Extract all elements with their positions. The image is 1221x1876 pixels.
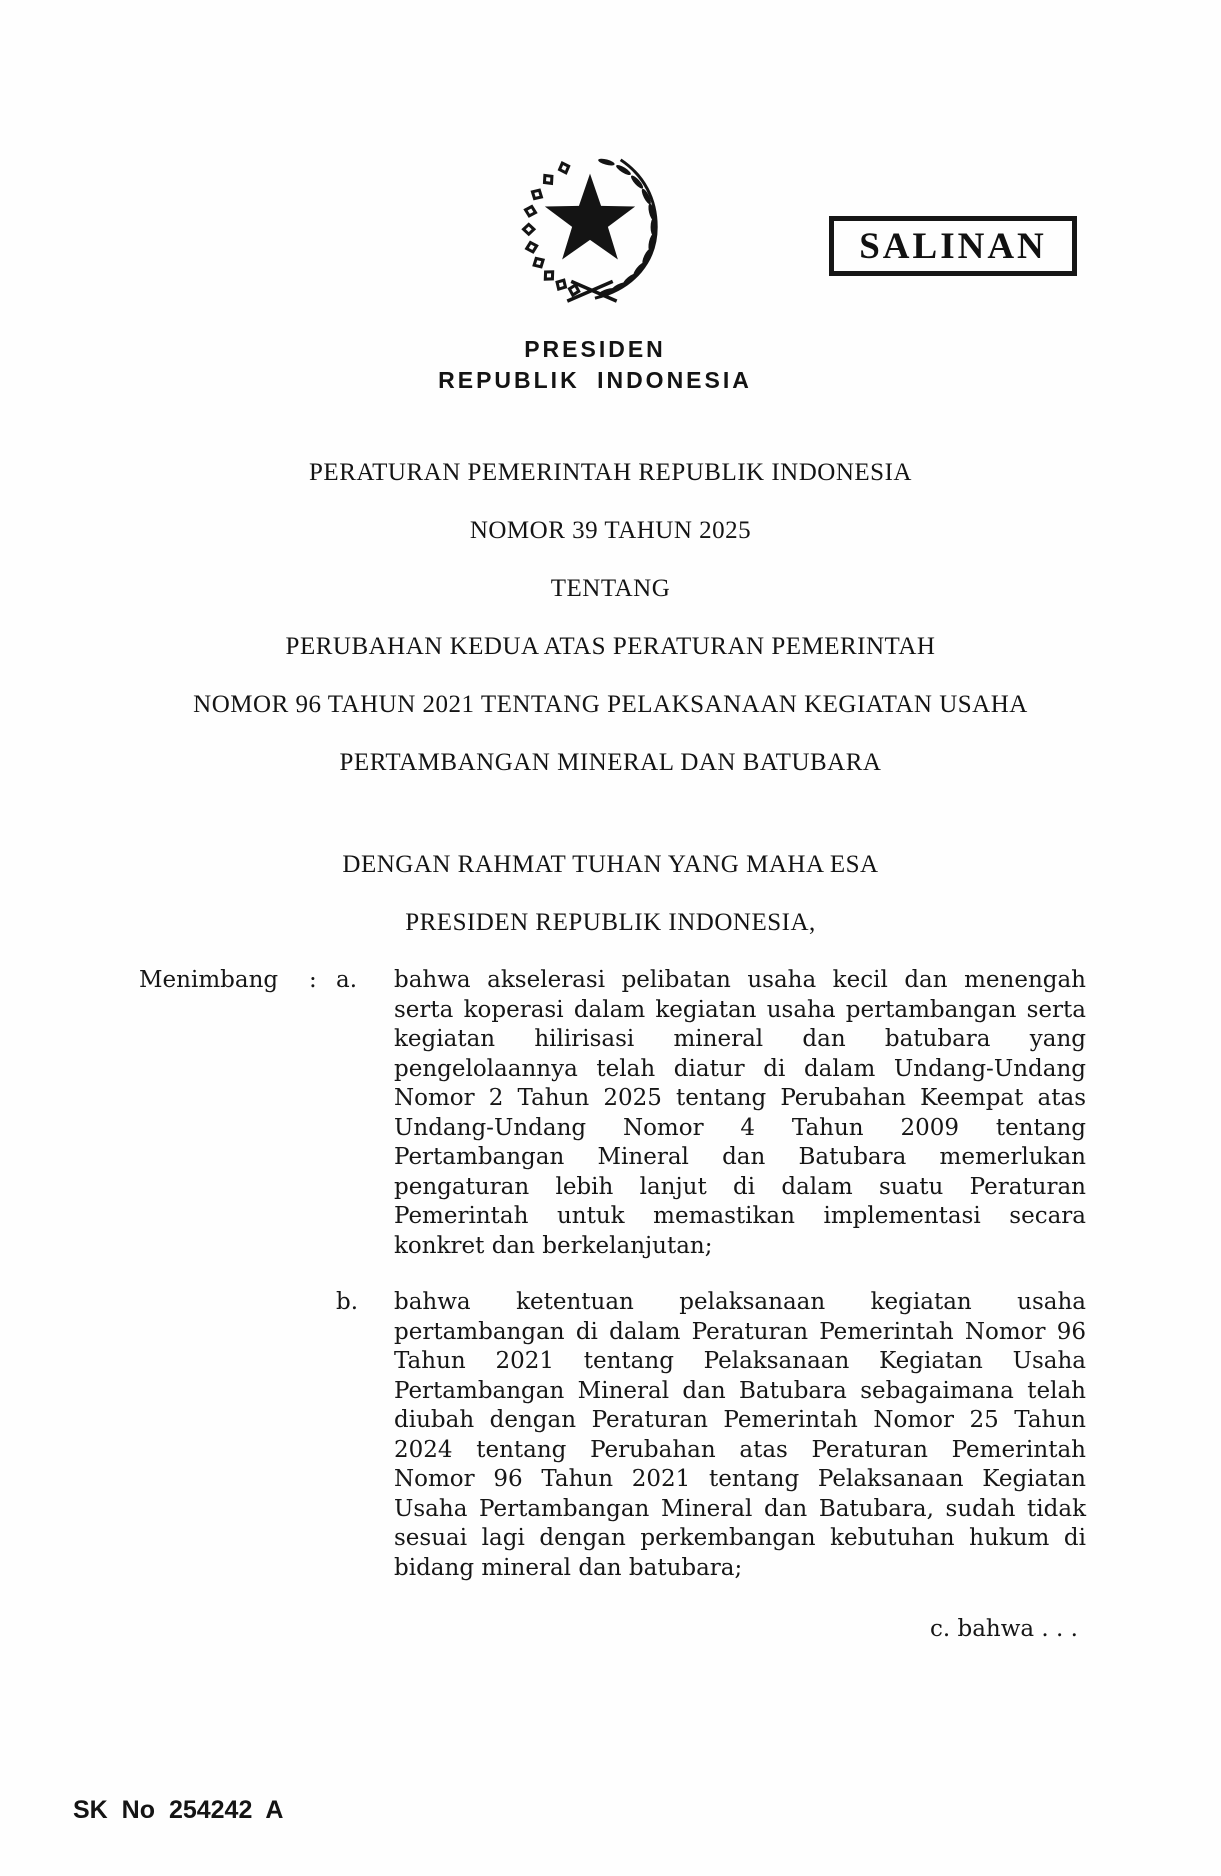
title-line-1: PERATURAN PEMERINTAH REPUBLIK INDONESIA <box>309 459 912 486</box>
considering-item-a-marker: a. <box>336 967 358 993</box>
preamble-authority: PRESIDEN REPUBLIK INDONESIA, <box>405 909 816 936</box>
letterhead-republik-indonesia: REPUBLIK INDONESIA <box>438 367 752 393</box>
considering-item-b <box>336 1288 1086 1583</box>
preamble <box>0 836 1221 952</box>
salinan-stamp-label: SALINAN <box>859 225 1047 267</box>
title-line-2: NOMOR 39 TAHUN 2025 <box>469 517 752 544</box>
salinan-stamp <box>829 216 1077 276</box>
considering-label: Menimbang <box>139 967 279 993</box>
title-line-3: TENTANG <box>550 575 671 602</box>
considering-item-b-text: bahwa ketentuan pelaksanaan kegiatan usaha pertambangan di dalam Peraturan Pemerintah Nomor 96 Tahun 2021 tentang Pelaksanaan Kegiatan Usaha Pertambangan Mineral dan Batubara sebagaimana telah diubah dengan Peraturan Pemerintah Nomor 25 Tahun 2024 tentang Perubahan atas Peraturan Pemerintah Nomor 96 Tahun 2021 tentang Pelaksanaan Kegiatan Usaha Pertambangan Mineral dan Batubara, sudah tidak sesuai lagi dengan perkembangan kebutuhan hukum di bidang mineral dan batubara; <box>394 1289 1086 1581</box>
regulation-title <box>0 444 1221 792</box>
considering-section <box>139 966 1086 1583</box>
catchword: c. bahwa . . . <box>929 1616 1078 1642</box>
title-line-6: PERTAMBANGAN MINERAL DAN BATUBARA <box>339 749 882 776</box>
considering-separator: : <box>309 967 317 993</box>
considering-items <box>336 966 1086 1583</box>
title-line-5: NOMOR 96 TAHUN 2021 TENTANG PELAKSANAAN KEGIATAN USAHA <box>193 691 1028 718</box>
letterhead <box>0 334 1190 396</box>
preamble-invocation: DENGAN RAHMAT TUHAN YANG MAHA ESA <box>342 851 879 878</box>
considering-item-a-text: bahwa akselerasi pelibatan usaha kecil dan menengah serta koperasi dalam kegiatan usaha pertambangan serta kegiatan hilirisasi mineral dan batubara yang pengelolaannya telah diatur di dalam Undang-Undang Nomor 2 Tahun 2025 tentang Perubahan Keempat atas Undang-Undang Nomor 4 Tahun 2009 tentang Pertambangan Mineral dan Batubara memerlukan pengaturan lebih lanjut di dalam suatu Peraturan Pemerintah untuk memastikan implementasi secara konkret dan berkelanjutan; <box>394 967 1086 1259</box>
sk-document-number: SK No 254242 A <box>73 1796 284 1824</box>
title-line-4: PERUBAHAN KEDUA ATAS PERATURAN PEMERINTAH <box>285 633 936 660</box>
considering-item-b-marker: b. <box>336 1289 359 1315</box>
presidential-emblem <box>506 140 674 318</box>
star-icon <box>545 174 635 260</box>
considering-item-a <box>336 966 1086 1261</box>
letterhead-presiden: PRESIDEN <box>524 336 666 362</box>
